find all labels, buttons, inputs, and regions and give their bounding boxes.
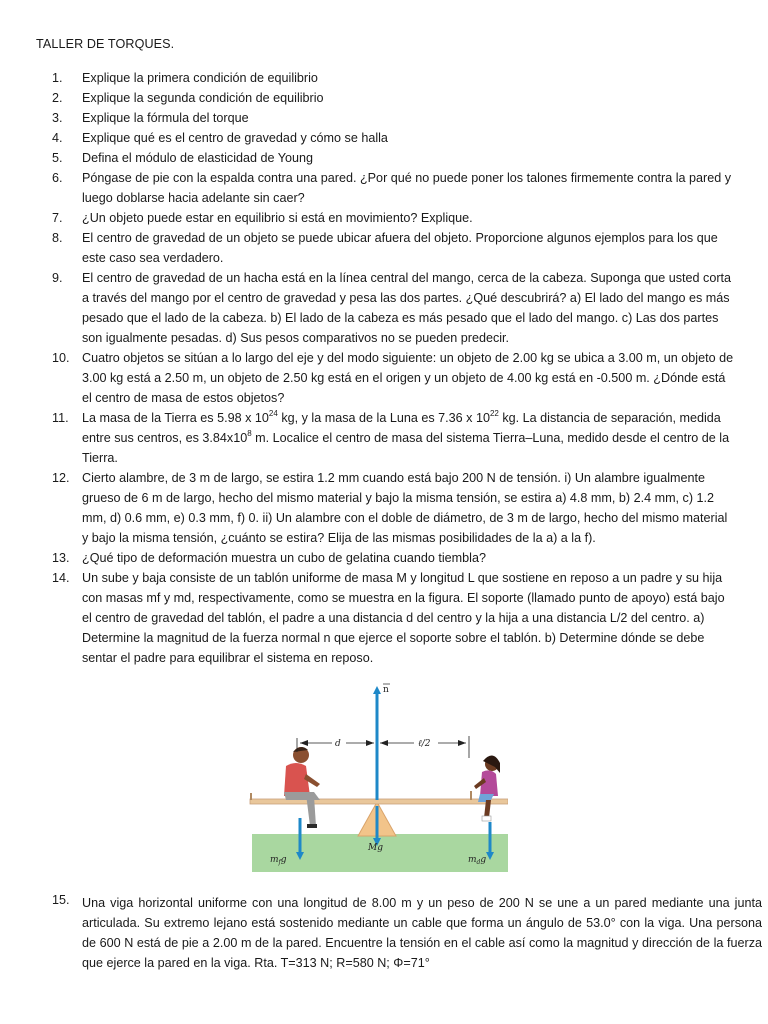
label-part: g — [280, 855, 287, 865]
question-item — [36, 568, 736, 668]
question-number: 12. — [52, 471, 70, 485]
question-number: 4. — [52, 131, 63, 145]
question-number: 7. — [52, 211, 63, 225]
question-text: Explique la segunda condición de equilibrio — [82, 91, 324, 105]
question-number: 6. — [52, 171, 63, 185]
question-item — [36, 88, 736, 108]
plank-handle-right — [470, 791, 472, 800]
question-item — [36, 548, 736, 568]
question-item — [36, 168, 736, 208]
question-text-part: kg. La distancia de separación, medida entre sus centros, es 3.84x10 — [82, 411, 721, 445]
plank-handle-left — [250, 793, 252, 800]
question-number: 13. — [52, 551, 70, 565]
question-text-part: La masa de la Tierra es 5.98 x 10 — [82, 411, 269, 425]
question-text: Explique qué es el centro de gravedad y cómo se halla — [82, 131, 388, 145]
question-text: Póngase de pie con la espalda contra una pared. ¿Por qué no puede poner los talones firmemente contra la pared y luego doblarse hacia adelante sin caer? — [82, 171, 732, 205]
question-number: 15. — [52, 893, 70, 907]
father-weight-label — [270, 855, 287, 866]
question-item — [36, 128, 736, 148]
question-text-part: kg, y la masa de la Luna es 7.36 x 10 — [277, 411, 490, 425]
svg-text:mfg — [270, 855, 287, 866]
normal-force-label: n — [383, 685, 389, 695]
question-item — [36, 348, 736, 408]
distance-d-label: d — [335, 739, 341, 749]
question-number: 10. — [52, 351, 70, 365]
question-text: Cierto alambre, de 3 m de largo, se estira 1.2 mm cuando está bajo 200 N de tensión. i) Un alambre igualmente grueso de 6 m de largo, hecho del mismo material y bajo la misma tensión, se estira a) 4.8 mm, b) 2.4 mm, c) 1.2 mm, d) 0.6 mm, e) 0.3 mm, f) 0. ii) Un alambre con el doble de diámetro, de 3 m de largo, hecho del mismo material y bajo la misma tensión, ¿cuánto se estira? Elija de las mismas posibilidades de la a) a la f). — [82, 471, 728, 545]
question-number: 14. — [52, 571, 70, 585]
label-part: g — [480, 855, 487, 865]
ground — [252, 834, 508, 872]
label-part: m — [468, 855, 477, 865]
question-text: Explique la primera condición de equilibrio — [82, 71, 318, 85]
question-item — [36, 208, 736, 228]
question-text: Cuatro objetos se sitúan a lo largo del eje y del modo siguiente: un objeto de 2.00 kg se ubica a 3.00 m, un objeto de 3.00 kg está a 2.50 m, un objeto de 2.50 kg está en el origen y un objeto de 4.00 kg está en -0.500 m. ¿Dónde está el centro de masa de estos objetos? — [82, 351, 734, 405]
question-list — [36, 68, 736, 668]
question-text-part: m. Localice el centro de masa del sistema Tierra–Luna, medido desde el centro de la Tierra. — [82, 431, 730, 465]
question-text — [82, 408, 736, 468]
question-number: 2. — [52, 91, 63, 105]
question-text: Una viga horizontal uniforme con una longitud de 8.00 m y un peso de 200 N se une a un pared mediante una junta articulada. Su extremo lejano está sostenido mediante un cable que forma un ángulo de 53.0° con la viga. Una persona de 600 N está de pie a 2.00 m de la pared. Encuentre la tensión en el cable así como la magnitud y dirección de la fuerza que ejerce la pared en la viga. Rta. T=313 N; R=580 N; Φ=71° — [82, 896, 762, 970]
question-number: 8. — [52, 231, 63, 245]
question-number: 9. — [52, 271, 63, 285]
question-item — [36, 268, 736, 348]
father-figure — [284, 747, 320, 828]
question-item-15 — [36, 893, 762, 973]
question-item — [36, 468, 736, 548]
question-item — [36, 68, 736, 88]
question-text: Defina el módulo de elasticidad de Young — [82, 151, 314, 165]
question-number: 3. — [52, 111, 63, 125]
question-item — [36, 408, 736, 468]
daughter-figure — [474, 755, 500, 821]
distance-l2-label: ℓ/2 — [418, 739, 431, 749]
label-part: m — [270, 855, 279, 865]
question-item — [36, 228, 736, 268]
question-text: El centro de gravedad de un hacha está en la línea central del mango, cerca de la cabeza. Suponga que usted corta a través del mango por el centro de gravedad y pesa las dos partes. ¿Qué descubrirá? a) El lado del mango es más pesado que el lado de la cabeza. b) El lado de la cabeza es más pesado que el lado del mango. c) Las dos partes son igualmente pesadas. d) Sus pesos comparativos no se pueden predecir. — [82, 271, 732, 345]
question-number: 1. — [52, 71, 63, 85]
question-number: 11. — [52, 411, 69, 425]
question-text: Un sube y baja consiste de un tablón uniforme de masa M y longitud L que sostiene en reposo a un padre y su hija con masas mf y md, respectivamente, como se muestra en la figura. El soporte (llamado punto de apoyo) está bajo el centro de gravedad del tablón, el padre a una distancia d del centro y la hija a una distancia L/2 del centro. a) Determine la magnitud de la fuerza normal n que ejerce el soporte sobre el tablón. b) Determine dónde se debe sentar el padre para equilibrar el sistema en reposo. — [82, 571, 725, 665]
question-text: ¿Un objeto puede estar en equilibrio si está en movimiento? Explique. — [82, 211, 473, 225]
exponent: 22 — [489, 408, 499, 418]
label-subscript: f — [278, 859, 281, 866]
question-text: Explique la fórmula del torque — [82, 111, 249, 125]
exponent: 8 — [247, 428, 252, 438]
seesaw-diagram — [246, 678, 508, 874]
question-number: 5. — [52, 151, 63, 165]
document-title: TALLER DE TORQUES. — [36, 37, 175, 51]
question-item — [36, 148, 736, 168]
exponent: 24 — [268, 408, 278, 418]
question-item — [36, 108, 736, 128]
plank-weight-label: Mg — [368, 843, 383, 853]
question-text: ¿Qué tipo de deformación muestra un cubo de gelatina cuando tiembla? — [82, 551, 486, 565]
question-text: El centro de gravedad de un objeto se puede ubicar afuera del objeto. Proporcione algunos ejemplos para los que este caso sea verdadero. — [82, 231, 718, 265]
label-subscript: d — [476, 859, 481, 866]
seesaw-figure — [246, 678, 508, 874]
